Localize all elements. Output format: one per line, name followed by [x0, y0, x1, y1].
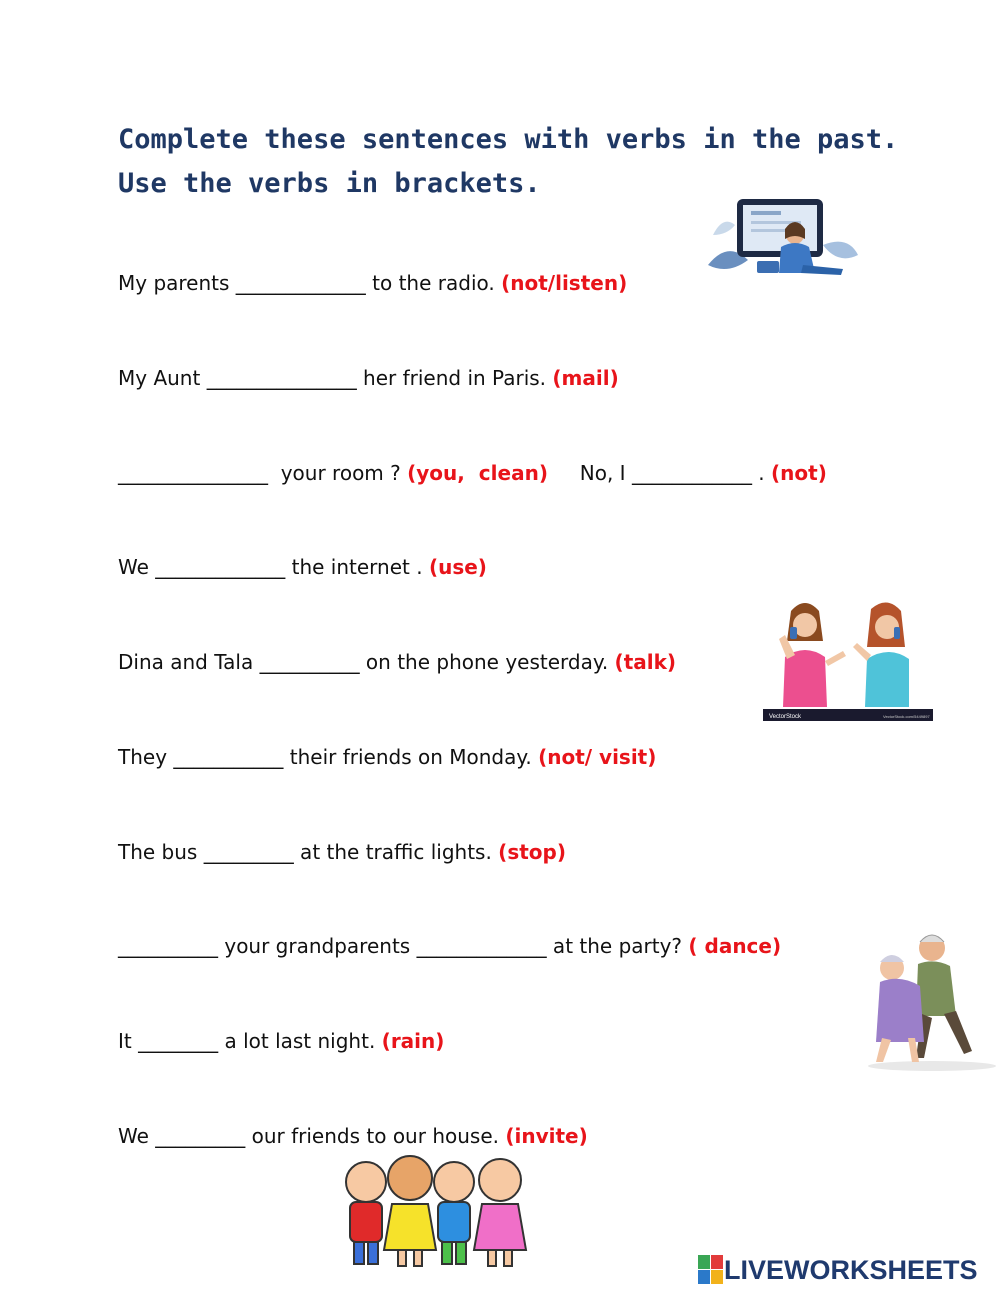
text: a lot last night. — [218, 1029, 382, 1053]
verb-hint: ( dance) — [688, 934, 782, 958]
instructions-title: Complete these sentences with verbs in the past. Use the verbs in brackets. — [118, 124, 899, 199]
liveworksheets-brand — [698, 1252, 978, 1288]
verb-hint: (talk) — [614, 650, 677, 674]
text: at the traffic lights. — [293, 840, 499, 864]
text: her friend in Paris. — [356, 366, 553, 390]
answer-blank[interactable]: _______________ — [118, 461, 268, 485]
dancing-grandparents-illustration — [862, 928, 1000, 1072]
kids-illustration — [338, 1152, 534, 1272]
sentence-5 — [118, 645, 676, 679]
sentence-8 — [118, 929, 781, 963]
text: their friends on Monday. — [283, 745, 539, 769]
text: on the phone yesterday. — [359, 650, 615, 674]
verb-hint: (mail) — [552, 366, 619, 390]
verb-hint: (use) — [428, 555, 487, 579]
watermark-url: VectorStock.com/5449897 — [883, 714, 930, 719]
tablet-illustration — [703, 195, 865, 285]
watermark-text: VectorStock — [769, 714, 802, 720]
text: to the radio. — [365, 271, 502, 295]
text: No, I — [547, 461, 632, 485]
text: My parents — [118, 271, 236, 295]
text: . — [751, 461, 772, 485]
text: We — [118, 1124, 156, 1148]
answer-blank[interactable]: __________ — [259, 650, 360, 674]
kid-blue — [434, 1162, 474, 1264]
text: It — [118, 1029, 139, 1053]
sentence-2 — [118, 361, 619, 395]
answer-blank[interactable]: _________ — [203, 840, 294, 864]
answer-blank[interactable]: _____________ — [155, 555, 286, 579]
kid-yellow — [384, 1156, 436, 1266]
text: We — [118, 555, 156, 579]
text: at the party? — [546, 934, 689, 958]
answer-blank[interactable]: _________ — [155, 1124, 246, 1148]
sentence-6 — [118, 740, 656, 774]
brand-name: LIVEWORKSHEETS — [724, 1254, 978, 1285]
text: My Aunt — [118, 366, 207, 390]
answer-blank[interactable]: _______________ — [206, 366, 357, 390]
answer-blank[interactable]: _____________ — [235, 271, 366, 295]
answer-blank[interactable]: ________ — [138, 1029, 219, 1053]
text: The bus — [118, 840, 204, 864]
text: They — [118, 745, 174, 769]
text: the internet . — [285, 555, 429, 579]
verb-hint: (invite) — [505, 1124, 588, 1148]
text: our friends to our house. — [245, 1124, 506, 1148]
liveworksheets-logo-icon — [698, 1255, 724, 1285]
answer-blank[interactable]: ____________ — [631, 461, 752, 485]
verb-hint: (not/ visit) — [538, 745, 657, 769]
sentence-10 — [118, 1119, 588, 1153]
verb-hint: (rain) — [381, 1029, 445, 1053]
sentence-9 — [118, 1024, 444, 1058]
verb-hint: (not) — [771, 461, 827, 485]
verb-hint: (stop) — [498, 840, 566, 864]
sentence-1 — [118, 266, 627, 300]
sentence-3 — [118, 456, 827, 490]
verb-hint: (you, clean) — [407, 461, 548, 485]
answer-blank[interactable]: _____________ — [416, 934, 547, 958]
text: your room ? — [268, 461, 408, 485]
text: your grandparents — [218, 934, 417, 958]
verb-hint: (not/listen) — [501, 271, 628, 295]
women-phone-illustration — [763, 597, 933, 721]
text: Dina and Tala — [118, 650, 260, 674]
sentence-4 — [118, 550, 487, 584]
answer-blank[interactable]: ___________ — [173, 745, 284, 769]
answer-blank[interactable]: __________ — [118, 934, 218, 958]
kid-red — [346, 1162, 386, 1264]
sentence-7 — [118, 835, 566, 869]
kid-pink — [474, 1159, 526, 1266]
